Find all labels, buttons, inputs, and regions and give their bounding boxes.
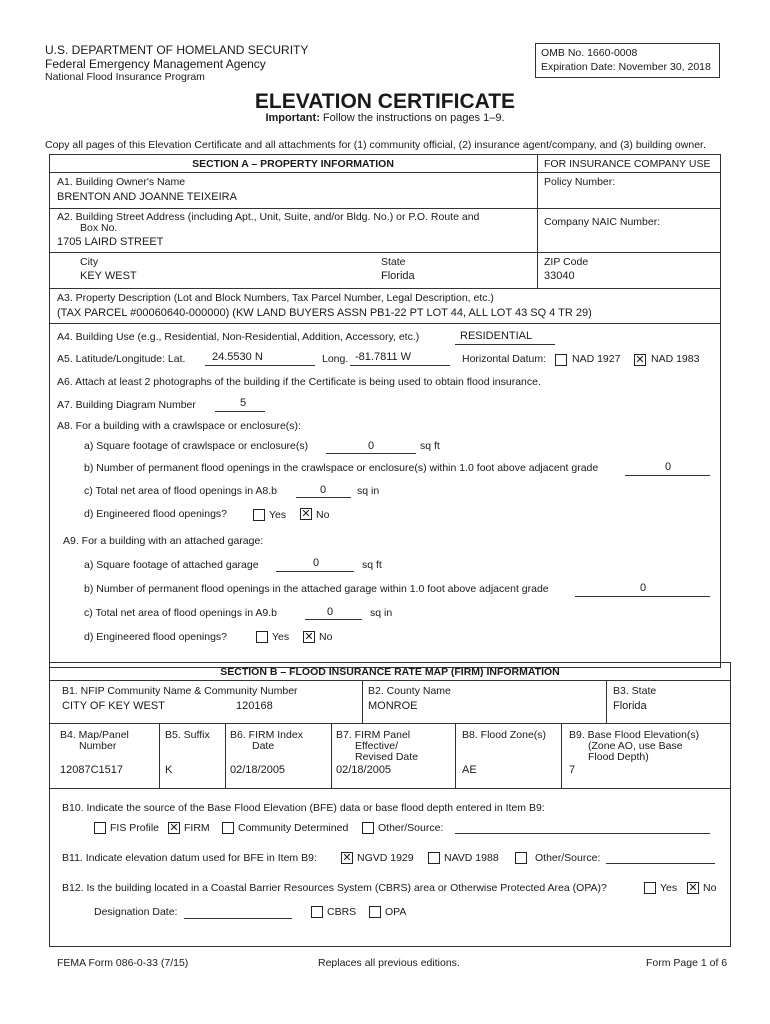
b1-number[interactable]: 120168 — [236, 700, 273, 712]
zip-label: ZIP Code — [544, 256, 589, 268]
b5-value[interactable]: K — [165, 764, 173, 776]
agency-name: Federal Emergency Management Agency — [45, 57, 266, 71]
policy-number-label[interactable]: Policy Number: — [544, 176, 616, 188]
important-text: Follow the instructions on pages 1–9. — [319, 112, 505, 124]
nad1983-checkbox[interactable]: ✕ — [635, 354, 645, 366]
b11-other-field[interactable] — [606, 863, 715, 864]
a1-value[interactable]: BRENTON AND JOANNE TEIXEIRA — [57, 191, 237, 203]
a9c-unit: sq in — [370, 607, 393, 619]
b12-yes-checkbox[interactable] — [644, 882, 656, 894]
city-value[interactable]: KEY WEST — [80, 270, 137, 282]
b7-label-cont1: Effective/ — [355, 740, 398, 752]
b6-label-cont: Date — [252, 740, 275, 752]
lat-value[interactable]: 24.5530 N — [212, 351, 263, 363]
a9d-no-checkbox[interactable]: ✕ — [304, 631, 314, 643]
a9a-label: a) Square footage of attached garage — [84, 559, 259, 571]
long-value[interactable]: -81.7811 W — [355, 351, 412, 363]
b6-value[interactable]: 02/18/2005 — [230, 764, 286, 776]
a8a-unit: sq ft — [420, 440, 440, 452]
b6-label: B6. FIRM Index — [230, 729, 303, 741]
nad1983-label: NAD 1983 — [651, 353, 700, 365]
omb-box — [535, 43, 720, 78]
firm-label: FIRM — [184, 822, 210, 834]
cbrs-label: CBRS — [327, 906, 357, 918]
b2-value[interactable]: MONROE — [368, 700, 418, 712]
b9-label: B9. Base Flood Elevation(s) — [569, 729, 700, 741]
a7-label: A7. Building Diagram Number — [57, 399, 196, 411]
b11-other-label: Other/Source: — [535, 852, 601, 864]
expiration-date: Expiration Date: November 30, 2018 — [541, 61, 711, 73]
b1-name[interactable]: CITY OF KEY WEST — [62, 700, 165, 712]
state-value[interactable]: Florida — [381, 270, 415, 282]
b4-label: B4. Map/Panel — [60, 729, 129, 741]
page-title: ELEVATION CERTIFICATE — [254, 90, 516, 113]
b3-value[interactable]: Florida — [613, 700, 647, 712]
cbrs-checkbox[interactable] — [311, 906, 323, 918]
a2-label-cont: Box No. — [80, 222, 118, 234]
a9d-yes-checkbox[interactable] — [256, 631, 268, 643]
b12-label: B12. Is the building located in a Coastal Barrier Resources System (CBRS) area or Otherwise Protected Area (OPA)? — [62, 882, 607, 894]
a9d-yes-label: Yes — [272, 631, 290, 643]
a8c-label: c) Total net area of flood openings in A8.b — [84, 485, 278, 497]
section-b-title: SECTION B – FLOOD INSURANCE RATE MAP (FIRM) INFORMATION — [220, 666, 560, 678]
opa-label: OPA — [385, 906, 407, 918]
designation-date-label: Designation Date: — [94, 906, 178, 918]
a5-label: A5. Latitude/Longitude: Lat. — [57, 353, 186, 365]
a8-label: A8. For a building with a crawlspace or enclosure(s): — [57, 420, 301, 432]
fis-profile-label: FIS Profile — [110, 822, 160, 834]
a3-value[interactable]: (TAX PARCEL #00060640-000000) (KW LAND BUYERS ASSN PB1-22 PT LOT 44, ALL LOT 43 SQ 4 TR 29) — [57, 307, 592, 319]
a1-label: A1. Building Owner's Name — [57, 176, 186, 188]
a9d-label: d) Engineered flood openings? — [84, 631, 228, 643]
b9-label-cont2: Flood Depth) — [588, 751, 649, 763]
b11-other-checkbox[interactable] — [515, 852, 527, 864]
a3-label: A3. Property Description (Lot and Block Numbers, Tax Parcel Number, Legal Description, etc.) — [57, 292, 494, 304]
a2-label: A2. Building Street Address (including Apt., Unit, Suite, and/or Bldg. No.) or P.O. Route and — [57, 211, 480, 223]
b7-value[interactable]: 02/18/2005 — [336, 764, 392, 776]
important-label: Important: — [265, 112, 320, 124]
b12-yes-label: Yes — [660, 882, 678, 894]
a9c-label: c) Total net area of flood openings in A9.b — [84, 607, 278, 619]
a8d-yes-checkbox[interactable] — [253, 509, 265, 521]
a9a-unit: sq ft — [362, 559, 382, 571]
community-determined-checkbox[interactable] — [222, 822, 234, 834]
b7-label: B7. FIRM Panel — [336, 729, 411, 741]
b1-label: B1. NFIP Community Name & Community Number — [62, 685, 298, 697]
ngvd1929-checkbox[interactable]: ✕ — [342, 852, 352, 864]
a8a-value[interactable]: 0 — [368, 440, 375, 452]
naic-label[interactable]: Company NAIC Number: — [544, 216, 661, 228]
a8d-no-checkbox[interactable]: ✕ — [301, 508, 311, 520]
b8-label: B8. Flood Zone(s) — [462, 729, 547, 741]
b12-no-checkbox[interactable]: ✕ — [688, 882, 698, 894]
zip-value[interactable]: 33040 — [544, 270, 575, 282]
a8d-label: d) Engineered flood openings? — [84, 508, 228, 520]
other-source-checkbox[interactable] — [362, 822, 374, 834]
datum-label: Horizontal Datum: — [462, 353, 547, 365]
a9a-value[interactable]: 0 — [313, 557, 320, 569]
navd1988-label: NAVD 1988 — [444, 852, 499, 864]
firm-checkbox[interactable]: ✕ — [169, 822, 179, 834]
replaces-note: Replaces all previous editions. — [318, 957, 460, 969]
a9b-value[interactable]: 0 — [640, 582, 647, 594]
b9-label-cont1: (Zone AO, use Base — [588, 740, 683, 752]
state-label: State — [381, 256, 406, 268]
b7-label-cont2: Revised Date — [355, 751, 419, 763]
form-number: FEMA Form 086-0-33 (7/15) — [57, 957, 189, 969]
a8d-yes-label: Yes — [269, 509, 287, 521]
b4-label-cont: Number — [79, 740, 117, 752]
b10-label: B10. Indicate the source of the Base Flood Elevation (BFE) data or base flood depth entered in Item B9: — [62, 802, 545, 814]
a8c-value[interactable]: 0 — [320, 484, 327, 496]
b4-value[interactable]: 12087C1517 — [60, 764, 124, 776]
b2-label: B2. County Name — [368, 685, 451, 697]
a9d-no-label: No — [319, 631, 333, 643]
a8a-label: a) Square footage of crawlspace or enclosure(s) — [84, 440, 309, 452]
a4-label: A4. Building Use (e.g., Residential, Non-Residential, Addition, Accessory, etc.) — [57, 331, 420, 343]
b9-value[interactable]: 7 — [569, 764, 576, 776]
section-a-title: SECTION A – PROPERTY INFORMATION — [192, 158, 394, 170]
a9c-value[interactable]: 0 — [327, 606, 334, 618]
a2-value[interactable]: 1705 LAIRD STREET — [57, 236, 164, 248]
a8b-value[interactable]: 0 — [665, 461, 672, 473]
copy-note: Copy all pages of this Elevation Certificate and all attachments for (1) community official, (2) insurance agent/company, and (3) building owner. — [45, 139, 706, 151]
other-source-field[interactable] — [455, 833, 710, 834]
a8b-label: b) Number of permanent flood openings in the crawlspace or enclosure(s) within 1.0 foot above adjacent grade — [84, 462, 599, 474]
important-note — [0, 112, 770, 124]
a9-label: A9. For a building with an attached garage: — [63, 535, 264, 547]
b11-label: B11. Indicate elevation datum used for BFE in Item B9: — [62, 852, 317, 864]
insurance-use-title: FOR INSURANCE COMPANY USE — [544, 158, 711, 170]
a9b-label: b) Number of permanent flood openings in the attached garage within 1.0 foot above adjacent grade — [84, 583, 549, 595]
opa-checkbox[interactable] — [369, 906, 381, 918]
nad1927-label: NAD 1927 — [572, 353, 621, 365]
b5-label: B5. Suffix — [165, 729, 210, 741]
designation-date-field[interactable] — [184, 918, 292, 919]
fis-profile-checkbox[interactable] — [94, 822, 106, 834]
a6-label: A6. Attach at least 2 photographs of the building if the Certificate is being used to obtain flood insurance. — [57, 376, 541, 388]
omb-number: OMB No. 1660-0008 — [541, 47, 638, 59]
long-label: Long. — [322, 353, 349, 365]
ngvd1929-label: NGVD 1929 — [357, 852, 414, 864]
other-source-label: Other/Source: — [378, 822, 444, 834]
community-determined-label: Community Determined — [238, 822, 349, 834]
a4-value[interactable]: RESIDENTIAL — [460, 330, 533, 342]
a8c-unit: sq in — [357, 485, 380, 497]
a8d-no-label: No — [316, 509, 330, 521]
nad1927-checkbox[interactable] — [555, 354, 567, 366]
program-name: National Flood Insurance Program — [45, 71, 205, 83]
navd1988-checkbox[interactable] — [428, 852, 440, 864]
b8-value[interactable]: AE — [462, 764, 477, 776]
b12-no-label: No — [703, 882, 717, 894]
b3-label: B3. State — [613, 685, 657, 697]
dept-name: U.S. DEPARTMENT OF HOMELAND SECURITY — [45, 43, 309, 57]
page-number: Form Page 1 of 6 — [646, 957, 728, 969]
city-label: City — [80, 256, 99, 268]
a7-value[interactable]: 5 — [240, 397, 247, 409]
